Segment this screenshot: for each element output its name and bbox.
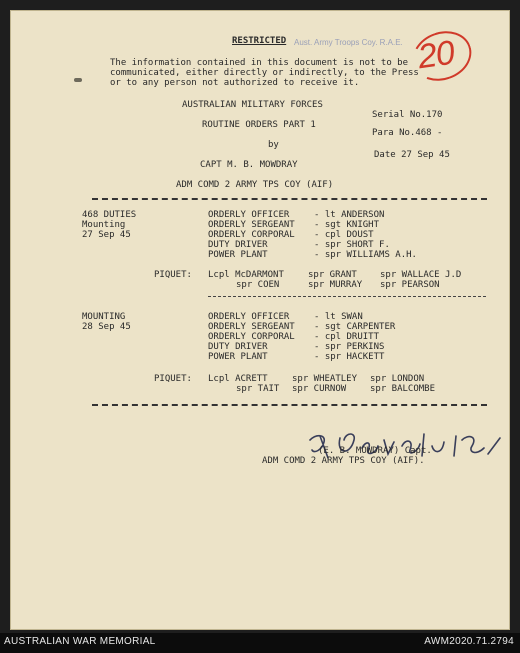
duty-person: - sgt CARPENTER [314,322,396,332]
section2-label-2: 28 Sep 45 [82,322,131,332]
piquet-label: PIQUET: [154,270,192,280]
section2-label-1: MOUNTING [82,312,126,322]
signatory-unit: ADM COMD 2 ARMY TPS COY (AIF). [262,456,425,466]
section1-label-1: 468 DUTIES [82,210,137,220]
section1-label-3: 27 Sep 45 [82,230,131,240]
restricted-heading: RESTRICTED [232,36,287,46]
duty-role: POWER PLANT [208,352,268,362]
duty-person: - spr PERKINS [314,342,385,352]
duty-person: - spr HACKETT [314,352,385,362]
notice-line-1: The information contained in this document is not to be [110,58,409,68]
duty-person: - lt SWAN [314,312,363,322]
piquet-name: spr COEN [236,280,280,290]
duty-role: DUTY DRIVER [208,240,268,250]
duty-person: - cpl DOUST [314,230,374,240]
duty-role: ORDERLY SERGEANT [208,322,295,332]
notice-line-2: communicated, either directly or indirectly, to the Press [110,68,419,78]
piquet-name: spr WHEATLEY [292,374,358,384]
header-line-1: AUSTRALIAN MILITARY FORCES [182,100,323,110]
piquet-name: Lcpl McDARMONT [208,270,284,280]
duty-role: ORDERLY SERGEANT [208,220,295,230]
para-number: Para No.468 - [372,128,443,138]
document-page [10,10,510,630]
section1-label-2: Mounting [82,220,126,230]
duty-person: - cpl DRUITT [314,332,380,342]
duty-person: - spr WILLIAMS A.H. [314,250,417,260]
header-line-4: CAPT M. B. MOWDRAY [200,160,298,170]
folio-number: 20 [415,33,457,77]
duty-role: ORDERLY CORPORAL [208,230,295,240]
piquet-label: PIQUET: [154,374,192,384]
footer-right-text: AWM2020.71.2794 [424,636,514,647]
piquet-name: spr TAIT [236,384,280,394]
duty-person: - spr SHORT F. [314,240,390,250]
duty-role: ORDERLY OFFICER [208,312,290,322]
duty-role: DUTY DRIVER [208,342,268,352]
order-date: Date 27 Sep 45 [374,150,450,160]
header-line-2: ROUTINE ORDERS PART 1 [202,120,316,130]
piquet-name: spr GRANT [308,270,357,280]
duty-person: - lt ANDERSON [314,210,385,220]
piquet-name: spr LONDON [370,374,425,384]
punch-hole [74,78,82,82]
footer-left-text: AUSTRALIAN WAR MEMORIAL [4,636,156,647]
piquet-name: spr BALCOMBE [370,384,436,394]
piquet-name: Lcpl ACRETT [208,374,268,384]
header-line-5: ADM COMD 2 ARMY TPS COY (AIF) [176,180,334,190]
duty-role: ORDERLY OFFICER [208,210,290,220]
piquet-name: spr WALLACE J.D [380,270,462,280]
duty-role: POWER PLANT [208,250,268,260]
header-by: by [268,140,279,150]
divider-2 [208,296,486,297]
signatory-name: (E. B. MOWDRAY) Capt. [318,446,432,456]
divider-3 [92,404,487,406]
piquet-name: spr CURNOW [292,384,347,394]
piquet-name: spr PEARSON [380,280,440,290]
notice-line-3: or to any person not authorized to receive it. [110,78,360,88]
divider-1 [92,198,487,200]
footer-bar [0,633,520,653]
piquet-name: spr MURRAY [308,280,363,290]
unit-stamp: Aust. Army Troops Coy. R.A.E. [294,38,403,47]
serial-number: Serial No.170 [372,110,443,120]
duty-person: - sgt KNIGHT [314,220,380,230]
duty-role: ORDERLY CORPORAL [208,332,295,342]
